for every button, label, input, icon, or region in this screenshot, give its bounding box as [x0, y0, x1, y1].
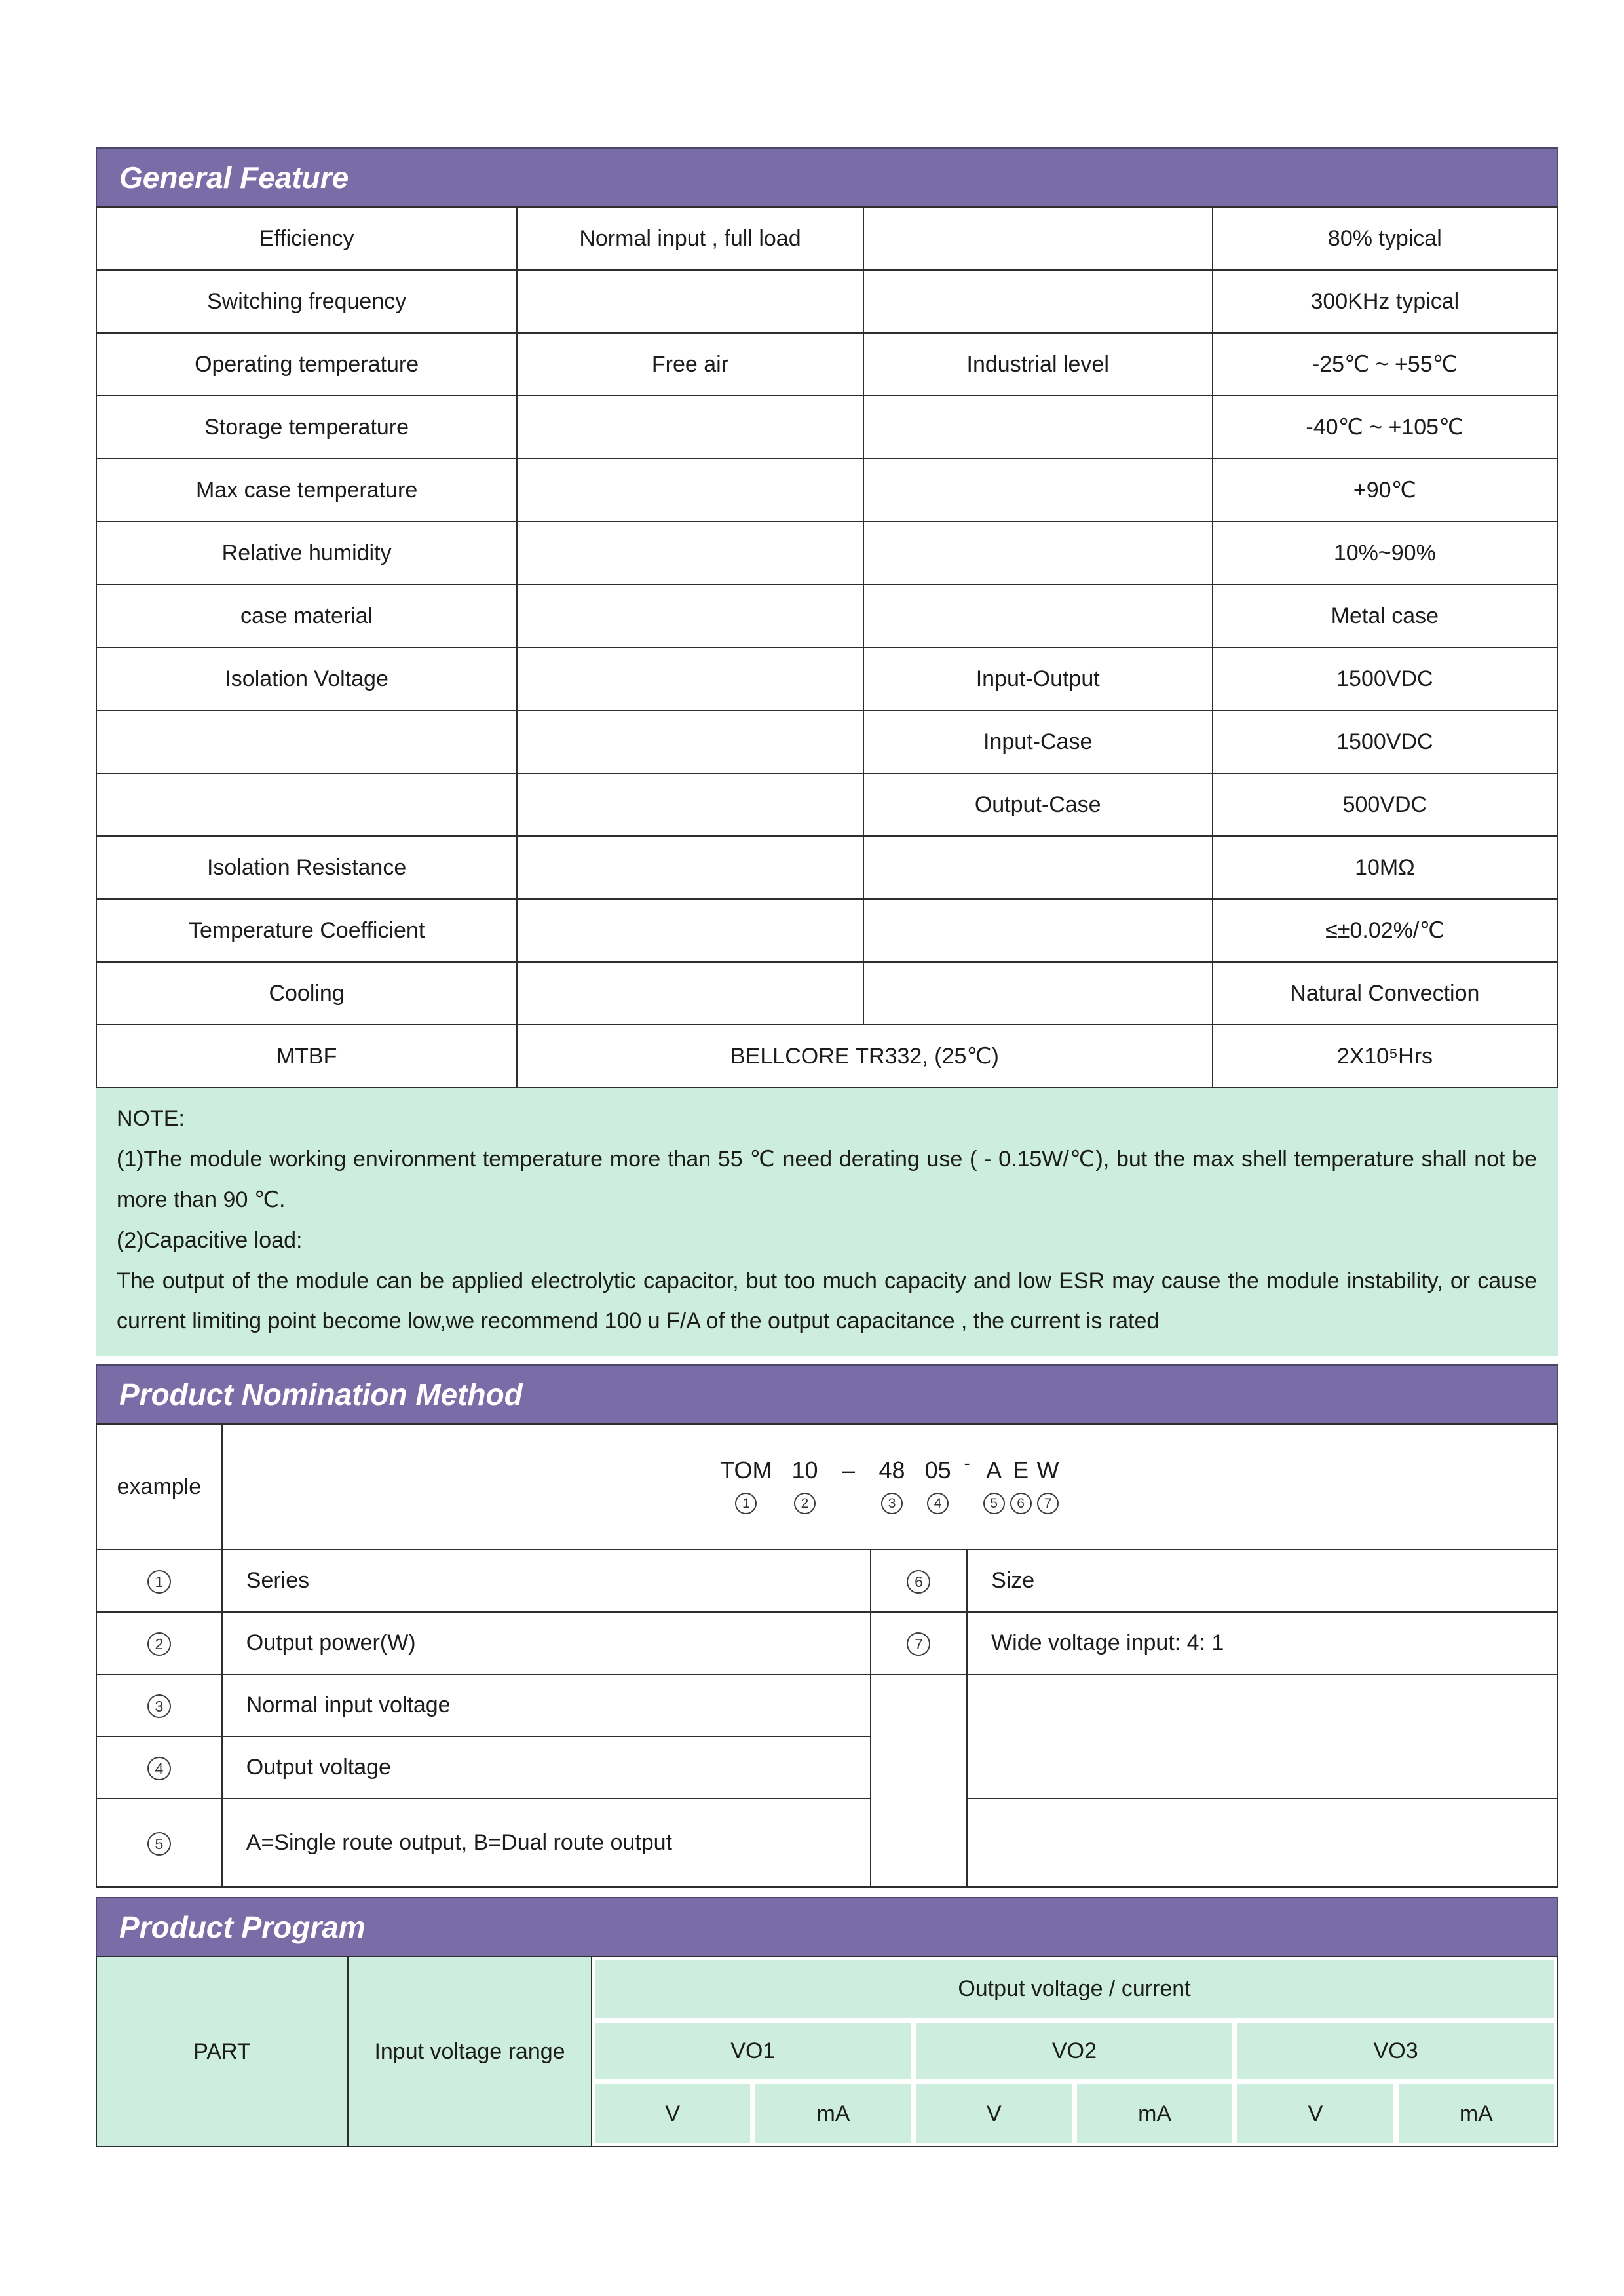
cond-cell: Normal input , full load — [517, 207, 863, 270]
value-cell: 2X10⁵Hrs — [1213, 1025, 1557, 1088]
table-row — [96, 396, 1557, 459]
code-part: - — [964, 1453, 970, 1474]
cond-cell — [517, 522, 863, 584]
cond-cell: BELLCORE TR332, (25℃) — [517, 1025, 1212, 1088]
cond-cell — [517, 459, 863, 522]
circled-number: 7 — [1037, 1493, 1059, 1514]
program-section — [96, 1897, 1558, 2147]
table-row — [96, 1025, 1557, 1088]
num-cell — [871, 1550, 967, 1612]
input-range-header-cell: Input voltage range — [349, 1957, 592, 2146]
empty-cell — [967, 1674, 1557, 1799]
circled-number: 2 — [147, 1632, 171, 1656]
param-cell: Cooling — [96, 962, 517, 1025]
section-title: General Feature — [119, 161, 349, 195]
table-row — [96, 459, 1557, 522]
circled-number: 1 — [735, 1493, 757, 1514]
num-cell — [96, 1674, 222, 1736]
sub-cell — [863, 899, 1213, 962]
output-voltage-current-header: Output voltage / current — [595, 1960, 1554, 2018]
label-cell: Output voltage — [222, 1736, 871, 1799]
code-part: 48 3 — [879, 1459, 905, 1515]
circled-number: 3 — [147, 1694, 171, 1718]
circled-number: 4 — [927, 1493, 949, 1514]
vo3-header-cell: VO3 — [1237, 2023, 1554, 2079]
cond-cell — [517, 899, 863, 962]
num-cell — [871, 1612, 967, 1674]
sub-cell — [863, 962, 1213, 1025]
product-code — [231, 1453, 1549, 1515]
sub-cell: Output-Case — [863, 773, 1213, 836]
param-cell: MTBF — [96, 1025, 517, 1088]
circled-number: 5 — [983, 1493, 1005, 1514]
param-cell — [96, 710, 517, 773]
nomination-header — [96, 1364, 1558, 1425]
table-row — [96, 522, 1557, 584]
empty-cell — [871, 1674, 967, 1887]
sub-cell: Input-Output — [863, 647, 1213, 710]
param-cell: Switching frequency — [96, 270, 517, 333]
table-row — [96, 773, 1557, 836]
param-cell: Isolation Voltage — [96, 647, 517, 710]
param-cell: Max case temperature — [96, 459, 517, 522]
sub-cell — [863, 396, 1213, 459]
table-row — [96, 584, 1557, 647]
note-block — [96, 1088, 1558, 1356]
section-title: Product Nomination Method — [119, 1377, 523, 1412]
part-header-cell: PART — [97, 1957, 349, 2146]
table-row — [96, 962, 1557, 1025]
value-cell: Natural Convection — [1213, 962, 1557, 1025]
value-cell: 500VDC — [1213, 773, 1557, 836]
circled-number: 7 — [907, 1632, 930, 1656]
general-feature-section — [96, 147, 1558, 1088]
table-row — [96, 836, 1557, 899]
value-cell: +90℃ — [1213, 459, 1557, 522]
cond-cell — [517, 584, 863, 647]
vo2-v-unit-cell: V — [916, 2084, 1072, 2143]
code-part: A 5 — [983, 1459, 1005, 1515]
product-code-cell — [222, 1424, 1557, 1550]
param-cell: Temperature Coefficient — [96, 899, 517, 962]
example-row — [96, 1424, 1557, 1550]
cond-cell — [517, 773, 863, 836]
nomination-row — [96, 1799, 1557, 1887]
sub-cell — [863, 522, 1213, 584]
code-part: – — [842, 1457, 856, 1484]
cond-cell: Free air — [517, 333, 863, 396]
circled-number: 6 — [907, 1570, 930, 1594]
param-cell: Operating temperature — [96, 333, 517, 396]
vo1-v-unit-cell: V — [595, 2084, 750, 2143]
label-cell: Normal input voltage — [222, 1674, 871, 1736]
circled-number: 2 — [794, 1493, 816, 1514]
num-cell — [96, 1612, 222, 1674]
note-line: (1)The module working environment temperature more than 55 ℃ need derating use ( - 0.15W/℃), but the max shell temperature shall not be more than 90 ℃. — [117, 1146, 1537, 1212]
table-row — [96, 207, 1557, 270]
vo2-ma-unit-cell: mA — [1077, 2084, 1232, 2143]
table-row — [96, 270, 1557, 333]
cond-cell — [517, 836, 863, 899]
sub-cell: Industrial level — [863, 333, 1213, 396]
code-part: W 7 — [1037, 1459, 1059, 1515]
circled-number: 1 — [147, 1570, 171, 1594]
note-line: (2)Capacitive load: — [117, 1227, 303, 1253]
circled-number: 3 — [881, 1493, 903, 1514]
nomination-row — [96, 1550, 1557, 1612]
value-cell: 1500VDC — [1213, 647, 1557, 710]
table-row — [96, 647, 1557, 710]
vo2-header-cell: VO2 — [916, 2023, 1233, 2079]
param-cell: Relative humidity — [96, 522, 517, 584]
nomination-row — [96, 1674, 1557, 1736]
num-cell — [96, 1799, 222, 1887]
label-cell: A=Single route output, B=Dual route output — [222, 1799, 871, 1887]
cond-cell — [517, 647, 863, 710]
datasheet-page — [96, 147, 1558, 2147]
nomination-table — [96, 1423, 1558, 1888]
num-cell — [96, 1736, 222, 1799]
value-cell: 300KHz typical — [1213, 270, 1557, 333]
general-feature-table — [96, 206, 1558, 1088]
code-part: 10 2 — [791, 1459, 818, 1515]
num-cell — [96, 1550, 222, 1612]
empty-cell — [967, 1799, 1557, 1887]
value-cell: 10MΩ — [1213, 836, 1557, 899]
circled-number: 6 — [1010, 1493, 1032, 1514]
value-cell: -40℃ ~ +105℃ — [1213, 396, 1557, 459]
sub-cell — [863, 459, 1213, 522]
sub-cell: Input-Case — [863, 710, 1213, 773]
program-table — [96, 1956, 1558, 2147]
nomination-section — [96, 1364, 1558, 1888]
vo1-ma-unit-cell: mA — [755, 2084, 911, 2143]
table-row — [96, 333, 1557, 396]
program-header — [96, 1897, 1558, 1957]
table-row — [96, 710, 1557, 773]
table-row — [96, 899, 1557, 962]
sub-cell — [863, 584, 1213, 647]
sub-cell — [863, 836, 1213, 899]
cond-cell — [517, 962, 863, 1025]
param-cell: Storage temperature — [96, 396, 517, 459]
value-cell: 10%~90% — [1213, 522, 1557, 584]
sub-cell — [863, 207, 1213, 270]
circled-number: 5 — [147, 1832, 171, 1856]
cond-cell — [517, 270, 863, 333]
cond-cell — [517, 710, 863, 773]
code-part: TOM 1 — [720, 1459, 772, 1515]
value-cell: -25℃ ~ +55℃ — [1213, 333, 1557, 396]
value-cell: 80% typical — [1213, 207, 1557, 270]
label-cell: Output power(W) — [222, 1612, 871, 1674]
code-part: 05 4 — [925, 1459, 951, 1515]
param-cell: Isolation Resistance — [96, 836, 517, 899]
vo1-header-cell: VO1 — [595, 2023, 911, 2079]
label-cell: Wide voltage input: 4: 1 — [967, 1612, 1557, 1674]
vo3-ma-unit-cell: mA — [1399, 2084, 1554, 2143]
value-cell: Metal case — [1213, 584, 1557, 647]
note-line: The output of the module can be applied electrolytic capacitor, but too much capacity and low ESR may cause the module instability, or cause current limiting point become low,we recommend 100 u F/A of the output capacitance , the current is rated — [117, 1268, 1537, 1334]
section-title: Product Program — [119, 1910, 366, 1945]
value-cell: 1500VDC — [1213, 710, 1557, 773]
sub-cell — [863, 270, 1213, 333]
nomination-row — [96, 1612, 1557, 1674]
param-cell: case material — [96, 584, 517, 647]
label-cell: Series — [222, 1550, 871, 1612]
cond-cell — [517, 396, 863, 459]
code-part: E 6 — [1010, 1459, 1032, 1515]
example-label-cell: example — [96, 1424, 222, 1550]
param-cell: Efficiency — [96, 207, 517, 270]
general-feature-header — [96, 147, 1558, 208]
circled-number: 4 — [147, 1757, 171, 1780]
value-cell: ≤±0.02%/℃ — [1213, 899, 1557, 962]
param-cell — [96, 773, 517, 836]
note-title: NOTE: — [117, 1106, 185, 1131]
label-cell: Size — [967, 1550, 1557, 1612]
vo3-v-unit-cell: V — [1237, 2084, 1393, 2143]
